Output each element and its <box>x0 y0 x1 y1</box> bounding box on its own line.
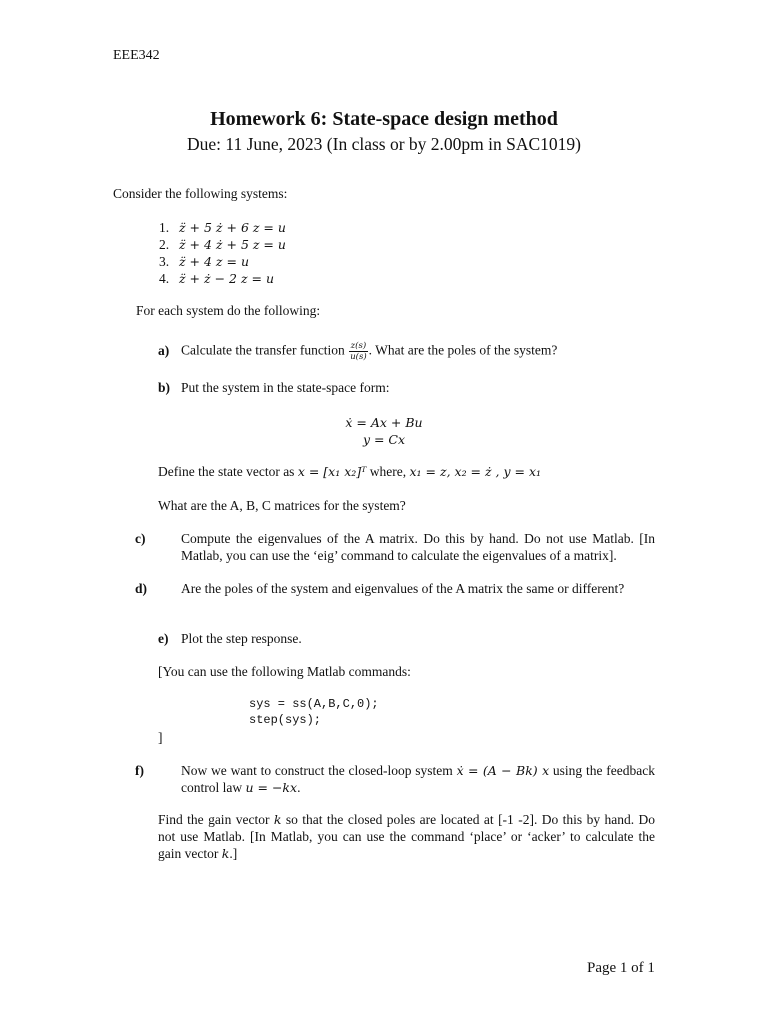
item-b-label: b) <box>158 380 171 395</box>
item-f-text-1: Now we want to construct the closed-loop system <box>181 763 457 778</box>
item-c-label: c) <box>135 531 146 546</box>
output-equation: y = Cx <box>362 432 406 447</box>
system-item <box>159 236 286 253</box>
transfer-function-fraction <box>349 341 367 362</box>
define-state-vector <box>158 464 541 480</box>
item-a-text-after: . What are the poles of the system? <box>368 342 558 358</box>
control-law-equation: u = −kx <box>245 780 298 795</box>
system-number: 4. <box>159 271 170 286</box>
fraction-denominator: u(s) <box>350 352 367 362</box>
fraction-numerator: z(s) <box>350 341 367 351</box>
define-prefix: Define the state vector as <box>158 464 298 479</box>
due-date: Due: 11 June, 2023 (In class or by 2.00pm in SAC1019) <box>186 134 582 154</box>
item-f-text-2: using the feedback control law <box>181 763 655 795</box>
find-gain-text-3: .] <box>229 846 238 861</box>
matlab-intro: [You can use the following Matlab commands: <box>158 664 411 679</box>
item-a-text-before: Calculate the transfer function <box>181 342 349 358</box>
item-c-text: Compute the eigenvalues of the A matrix. Do this by hand. Do not use Matlab. [In Matlab, you can use the ‘eig’ command to calculate the eigenvalues of a matrix]. <box>181 531 655 563</box>
find-gain-text-2: so that the closed poles are located at [-1 -2]. Do this by hand. Do not use Matlab. [In Matlab, you can use the command ‘place’ or ‘acker’ to calculate the gain vector <box>158 812 655 861</box>
system-item <box>159 253 286 270</box>
item-c <box>135 530 655 564</box>
state-space-equations <box>0 414 768 448</box>
course-code: EEE342 <box>113 48 160 63</box>
item-e <box>158 631 302 647</box>
closed-loop-equation: ẋ = (A − Bk) x <box>456 763 550 778</box>
item-b <box>158 380 389 396</box>
matlab-code: sys = ss(A,B,C,0); step(sys); <box>249 697 379 727</box>
system-equation: z̈ + ż − 2 z = u <box>179 271 274 286</box>
system-equation: z̈ + 4 ż + 5 z = u <box>179 237 286 252</box>
item-a-label: a) <box>158 342 170 358</box>
item-d <box>135 580 655 597</box>
gain-symbol: k <box>221 846 230 861</box>
find-gain-text <box>158 811 655 862</box>
system-number: 3. <box>159 254 170 269</box>
item-f-text-3: . <box>297 780 301 795</box>
system-number: 1. <box>159 220 170 235</box>
system-number: 2. <box>159 237 170 252</box>
item-e-text: Plot the step response. <box>181 631 302 646</box>
page-title: Homework 6: State-space design method <box>210 108 558 130</box>
item-d-label: d) <box>135 581 148 596</box>
state-definitions: x₁ = z, x₂ = ż , y = x₁ <box>409 464 542 479</box>
system-equation: z̈ + 4 z = u <box>179 254 249 269</box>
intro-text: Consider the following systems: <box>113 186 288 201</box>
item-f-label: f) <box>135 763 144 778</box>
state-vector: x = [x₁ x₂]ᵀ <box>297 464 367 479</box>
define-mid: where, <box>366 464 410 479</box>
item-d-text: Are the poles of the system and eigenvalues of the A matrix the same or different? <box>181 581 625 596</box>
item-e-label: e) <box>158 631 169 646</box>
state-equation: ẋ = Ax + Bu <box>345 415 423 430</box>
system-item <box>159 219 286 236</box>
find-gain-text-1: Find the gain vector <box>158 812 274 827</box>
matlab-close-bracket: ] <box>158 730 163 745</box>
systems-list <box>159 219 286 287</box>
page-number: Page 1 of 1 <box>587 960 655 976</box>
item-f <box>135 762 655 796</box>
for-each-text: For each system do the following: <box>136 303 321 318</box>
item-b-text: Put the system in the state-space form: <box>181 380 390 395</box>
item-a <box>158 341 557 362</box>
system-equation: z̈ + 5 ż + 6 z = u <box>179 220 286 235</box>
abc-question: What are the A, B, C matrices for the system? <box>158 498 406 513</box>
system-item <box>159 270 286 287</box>
gain-symbol: k <box>273 812 282 827</box>
